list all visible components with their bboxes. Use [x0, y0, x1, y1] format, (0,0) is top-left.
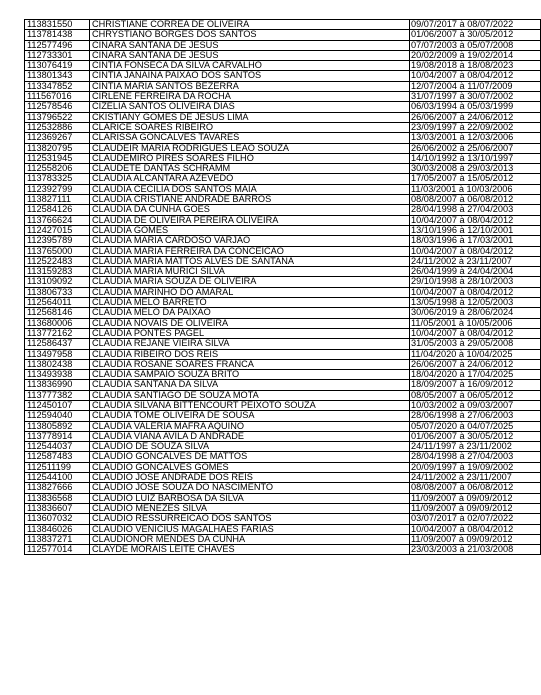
- period-cell: 13/03/2001 à 12/03/2006: [410, 133, 541, 143]
- table-row: [25, 81, 541, 91]
- period-cell: 24/11/2002 à 23/11/2007: [410, 473, 541, 483]
- period-cell: 10/04/2007 à 08/04/2012: [410, 328, 541, 338]
- period-cell: 11/09/2007 à 09/09/2012: [410, 503, 541, 513]
- registration-id-cell: 113778914: [25, 431, 90, 441]
- period-cell: 13/05/1998 à 12/05/2003: [410, 298, 541, 308]
- table-row: [25, 267, 541, 277]
- registration-id-cell: 113846026: [25, 524, 90, 534]
- period-cell: 07/07/2003 à 05/07/2008: [410, 40, 541, 50]
- registration-id-cell: 113765000: [25, 246, 90, 256]
- name-cell: CINTIA FONSECA DA SILVA CARVALHO: [90, 61, 410, 71]
- name-cell: CKISTIANY GOMES DE JESUS LIMA: [90, 112, 410, 122]
- registration-id-cell: 113802438: [25, 359, 90, 369]
- name-cell: CLAUDIA RIBEIRO DOS REIS: [90, 349, 410, 359]
- registration-id-cell: 112544037: [25, 442, 90, 452]
- registration-id-cell: 113777382: [25, 390, 90, 400]
- table-row: [25, 524, 541, 534]
- name-cell: CLAUDIA ROSANE SOARES FRANCA: [90, 359, 410, 369]
- registration-id-cell: 112544100: [25, 473, 90, 483]
- table-row: [25, 400, 541, 410]
- registration-id-cell: 113497958: [25, 349, 90, 359]
- table-row: [25, 318, 541, 328]
- table-row: [25, 61, 541, 71]
- name-cell: CLAUDIA NOVAIS DE OLIVEIRA: [90, 318, 410, 328]
- period-cell: 24/11/2002 à 23/11/2007: [410, 256, 541, 266]
- table-row: [25, 122, 541, 132]
- table-row: [25, 411, 541, 421]
- name-cell: CLAUDIO MENEZES SILVA: [90, 503, 410, 513]
- registration-id-cell: 113836607: [25, 503, 90, 513]
- table-row: [25, 102, 541, 112]
- name-cell: CLAUDIO LUIZ BARBOSA DA SILVA: [90, 493, 410, 503]
- name-cell: CLAUDIO JOSE ANDRADE DOS REIS: [90, 473, 410, 483]
- table-row: [25, 442, 541, 452]
- period-cell: 30/06/2019 à 28/06/2024: [410, 308, 541, 318]
- table-row: [25, 133, 541, 143]
- table-row: [25, 298, 541, 308]
- table-row: [25, 452, 541, 462]
- period-cell: 26/06/2002 à 25/06/2007: [410, 143, 541, 153]
- name-cell: CLAUDIA SAMPAIO SOUZA BRITO: [90, 370, 410, 380]
- name-cell: CINTIA JANAINA PAIXAO DOS SANTOS: [90, 71, 410, 81]
- period-cell: 20/02/2009 à 19/02/2014: [410, 50, 541, 60]
- period-cell: 08/08/2007 à 06/08/2012: [410, 483, 541, 493]
- name-cell: CLAUDIO RESSURREICAO DOS SANTOS: [90, 514, 410, 524]
- period-cell: 10/04/2007 à 08/04/2012: [410, 71, 541, 81]
- period-cell: 30/03/2008 à 29/03/2013: [410, 164, 541, 174]
- name-cell: CLAYDE MORAIS LEITE CHAVES: [90, 545, 410, 555]
- registration-id-cell: 113772162: [25, 328, 90, 338]
- period-cell: 28/04/1998 à 27/04/2003: [410, 452, 541, 462]
- period-cell: 03/07/2017 à 02/07/2022: [410, 514, 541, 524]
- period-cell: 01/06/2007 à 30/05/2012: [410, 30, 541, 40]
- period-cell: 18/04/2020 à 17/04/2025: [410, 370, 541, 380]
- registration-id-cell: 112587483: [25, 452, 90, 462]
- name-cell: CLAUDIO GONCALVES DE MATTOS: [90, 452, 410, 462]
- table-row: [25, 349, 541, 359]
- registration-id-cell: 113836990: [25, 380, 90, 390]
- registration-id-cell: 112577496: [25, 40, 90, 50]
- registration-id-cell: 112395789: [25, 236, 90, 246]
- registration-id-cell: 112564011: [25, 298, 90, 308]
- period-cell: 31/07/1997 à 30/07/2002: [410, 92, 541, 102]
- registration-id-cell: 112450107: [25, 400, 90, 410]
- name-cell: CLAUDIA GOMES: [90, 225, 410, 235]
- table-row: [25, 50, 541, 60]
- period-cell: 08/08/2007 à 06/08/2012: [410, 195, 541, 205]
- name-cell: CLAUDIO VENICIUS MAGALHAES FARIAS: [90, 524, 410, 534]
- registration-id-cell: 113831550: [25, 20, 90, 30]
- name-cell: CLAUDIA CECILIA DOS SANTOS MAIA: [90, 184, 410, 194]
- registration-id-cell: 113827666: [25, 483, 90, 493]
- table-row: [25, 462, 541, 472]
- period-cell: 18/03/1996 à 17/03/2001: [410, 236, 541, 246]
- name-cell: CLAUDIA CRISTIANE ANDRADE BARROS: [90, 195, 410, 205]
- table-row: [25, 184, 541, 194]
- table-row: [25, 514, 541, 524]
- name-cell: CLAUDIA MARIA MATTOS ALVES DE SANTANA: [90, 256, 410, 266]
- table-row: [25, 153, 541, 163]
- period-cell: 11/04/2020 à 10/04/2025: [410, 349, 541, 359]
- table-row: [25, 92, 541, 102]
- records-table-body: [25, 20, 541, 555]
- name-cell: CIRLENE FERREIRA DA ROCHA: [90, 92, 410, 102]
- name-cell: CLAUDIA MARINHO DO AMARAL: [90, 287, 410, 297]
- name-cell: CLAUDIA SILVANA BITTENCOURT PEIXOTO SOUZA: [90, 400, 410, 410]
- name-cell: CLAUDIA MARIA SOUZA DE OLIVEIRA: [90, 277, 410, 287]
- name-cell: CLAUDEIR MARIA RODRIGUES LEAO SOUZA: [90, 143, 410, 153]
- table-row: [25, 308, 541, 318]
- registration-id-cell: 113783325: [25, 174, 90, 184]
- period-cell: 11/03/2001 à 10/03/2006: [410, 184, 541, 194]
- period-cell: 08/05/2007 à 06/05/2012: [410, 390, 541, 400]
- period-cell: 12/07/2004 à 11/07/2009: [410, 81, 541, 91]
- table-row: [25, 205, 541, 215]
- registration-id-cell: 112522483: [25, 256, 90, 266]
- table-row: [25, 421, 541, 431]
- registration-id-cell: 112586437: [25, 339, 90, 349]
- registration-id-cell: 112427015: [25, 225, 90, 235]
- name-cell: CLAUDEMIRO PIRES SOARES FILHO: [90, 153, 410, 163]
- name-cell: CLAUDIA PONTES PAGEL: [90, 328, 410, 338]
- period-cell: 19/08/2018 à 18/08/2023: [410, 61, 541, 71]
- registration-id-cell: 113781438: [25, 30, 90, 40]
- period-cell: 09/07/2017 à 08/07/2022: [410, 20, 541, 30]
- period-cell: 10/04/2007 à 08/04/2012: [410, 524, 541, 534]
- name-cell: CLARICE SOARES RIBEIRO: [90, 122, 410, 132]
- period-cell: 28/04/1998 à 27/04/2003: [410, 205, 541, 215]
- name-cell: CLAUDIA TOME OLIVEIRA DE SOUSA: [90, 411, 410, 421]
- name-cell: CLAUDIA SANTIAGO DE SOUZA MOTA: [90, 390, 410, 400]
- table-row: [25, 473, 541, 483]
- period-cell: 11/09/2007 à 09/09/2012: [410, 493, 541, 503]
- period-cell: 28/06/1998 à 27/06/2003: [410, 411, 541, 421]
- table-row: [25, 277, 541, 287]
- period-cell: 11/05/2001 à 10/05/2006: [410, 318, 541, 328]
- registration-id-cell: 112558206: [25, 164, 90, 174]
- table-row: [25, 164, 541, 174]
- name-cell: CIZELIA SANTOS OLIVEIRA DIAS: [90, 102, 410, 112]
- name-cell: CLAUDIA VIANA AVILA D ANDRADE: [90, 431, 410, 441]
- table-row: [25, 483, 541, 493]
- table-row: [25, 256, 541, 266]
- registration-id-cell: 112584126: [25, 205, 90, 215]
- table-row: [25, 40, 541, 50]
- registration-id-cell: 113076419: [25, 61, 90, 71]
- registration-id-cell: 113801343: [25, 71, 90, 81]
- table-row: [25, 493, 541, 503]
- table-row: [25, 503, 541, 513]
- registration-id-cell: 112531945: [25, 153, 90, 163]
- period-cell: 17/05/2007 à 15/05/2012: [410, 174, 541, 184]
- registration-id-cell: 113805892: [25, 421, 90, 431]
- registration-id-cell: 112733301: [25, 50, 90, 60]
- registration-id-cell: 113109092: [25, 277, 90, 287]
- table-row: [25, 359, 541, 369]
- period-cell: 05/07/2020 à 04/07/2025: [410, 421, 541, 431]
- registration-id-cell: 111567016: [25, 92, 90, 102]
- period-cell: 13/10/1996 à 12/10/2001: [410, 225, 541, 235]
- name-cell: CINTIA MARIA SANTOS BEZERRA: [90, 81, 410, 91]
- name-cell: CLAUDIO GONCALVES GOMES: [90, 462, 410, 472]
- name-cell: CLAUDIA DA CUNHA GOES: [90, 205, 410, 215]
- name-cell: CHRISTIANE CORREA DE OLIVEIRA: [90, 20, 410, 30]
- registration-id-cell: 112594040: [25, 411, 90, 421]
- registration-id-cell: 112577014: [25, 545, 90, 555]
- period-cell: 11/09/2007 à 09/09/2012: [410, 534, 541, 544]
- registration-id-cell: 113820795: [25, 143, 90, 153]
- name-cell: CLAUDIA VALERIA MAFRA AQUINO: [90, 421, 410, 431]
- table-row: [25, 215, 541, 225]
- name-cell: CHRYSTIANO BORGES DOS SANTOS: [90, 30, 410, 40]
- records-table: [24, 19, 541, 555]
- registration-id-cell: 112369267: [25, 133, 90, 143]
- table-row: [25, 30, 541, 40]
- registration-id-cell: 112392799: [25, 184, 90, 194]
- name-cell: CLAUDIA DE OLIVEIRA PEREIRA OLIVEIRA: [90, 215, 410, 225]
- period-cell: 29/10/1998 à 28/10/2003: [410, 277, 541, 287]
- period-cell: 10/04/2007 à 08/04/2012: [410, 215, 541, 225]
- table-row: [25, 236, 541, 246]
- period-cell: 20/09/1997 à 19/09/2002: [410, 462, 541, 472]
- period-cell: 10/04/2007 à 08/04/2012: [410, 287, 541, 297]
- period-cell: 01/06/2007 à 30/05/2012: [410, 431, 541, 441]
- registration-id-cell: 113827111: [25, 195, 90, 205]
- period-cell: 26/04/1999 à 24/04/2004: [410, 267, 541, 277]
- registration-id-cell: 112511199: [25, 462, 90, 472]
- period-cell: 14/10/1992 à 13/10/1997: [410, 153, 541, 163]
- table-row: [25, 328, 541, 338]
- registration-id-cell: 113493938: [25, 370, 90, 380]
- registration-id-cell: 113347852: [25, 81, 90, 91]
- table-row: [25, 534, 541, 544]
- registration-id-cell: 112578546: [25, 102, 90, 112]
- registration-id-cell: 113837271: [25, 534, 90, 544]
- registration-id-cell: 113766624: [25, 215, 90, 225]
- name-cell: CLAUDIA SANTANA DA SILVA: [90, 380, 410, 390]
- table-row: [25, 174, 541, 184]
- period-cell: 26/06/2007 à 24/06/2012: [410, 359, 541, 369]
- table-row: [25, 339, 541, 349]
- period-cell: 06/03/1994 à 05/03/1999: [410, 102, 541, 112]
- name-cell: CLAUDIONOR MENDES DA CUNHA: [90, 534, 410, 544]
- table-row: [25, 71, 541, 81]
- table-row: [25, 246, 541, 256]
- name-cell: CLAUDIA MARIA MURICI SILVA: [90, 267, 410, 277]
- table-row: [25, 20, 541, 30]
- table-row: [25, 195, 541, 205]
- registration-id-cell: 113680006: [25, 318, 90, 328]
- name-cell: CLAUDIO JOSE SOUZA DO NASCIMENTO: [90, 483, 410, 493]
- period-cell: 23/09/1997 à 22/09/2002: [410, 122, 541, 132]
- table-row: [25, 380, 541, 390]
- name-cell: CLAUDIA MARIA CARDOSO VARJAO: [90, 236, 410, 246]
- period-cell: 18/09/2007 à 16/09/2012: [410, 380, 541, 390]
- table-row: [25, 370, 541, 380]
- name-cell: CLAUDIO DE SOUZA SILVA: [90, 442, 410, 452]
- name-cell: CLAUDIA MELO BARRETO: [90, 298, 410, 308]
- table-row: [25, 431, 541, 441]
- registration-id-cell: 113836568: [25, 493, 90, 503]
- period-cell: 31/05/2003 à 29/05/2008: [410, 339, 541, 349]
- period-cell: 23/03/2003 à 21/03/2008: [410, 545, 541, 555]
- table-row: [25, 225, 541, 235]
- table-row: [25, 545, 541, 555]
- registration-id-cell: 113806733: [25, 287, 90, 297]
- period-cell: 26/06/2007 à 24/06/2012: [410, 112, 541, 122]
- name-cell: CLAUDETE DANTAS SCHRAMM: [90, 164, 410, 174]
- registration-id-cell: 113796522: [25, 112, 90, 122]
- name-cell: CINARA SANTANA DE JESUS: [90, 50, 410, 60]
- table-row: [25, 112, 541, 122]
- name-cell: CLAUDIA MARIA FERREIRA DA CONCEICAO: [90, 246, 410, 256]
- name-cell: CLAUDIA REJANE VIEIRA SILVA: [90, 339, 410, 349]
- name-cell: CLAUDIA MELO DA PAIXAO: [90, 308, 410, 318]
- name-cell: CLAUDIA ALCANTARA AZEVEDO: [90, 174, 410, 184]
- period-cell: 10/03/2002 à 09/03/2007: [410, 400, 541, 410]
- table-row: [25, 390, 541, 400]
- registration-id-cell: 113159283: [25, 267, 90, 277]
- table-row: [25, 287, 541, 297]
- period-cell: 24/11/1997 à 23/11/2002: [410, 442, 541, 452]
- period-cell: 10/04/2007 à 08/04/2012: [410, 246, 541, 256]
- name-cell: CLARISSA GONCALVES TAVARES: [90, 133, 410, 143]
- registration-id-cell: 112532886: [25, 122, 90, 132]
- registration-id-cell: 112568146: [25, 308, 90, 318]
- registration-id-cell: 113607032: [25, 514, 90, 524]
- table-row: [25, 143, 541, 153]
- name-cell: CINARA SANTANA DE JESUS: [90, 40, 410, 50]
